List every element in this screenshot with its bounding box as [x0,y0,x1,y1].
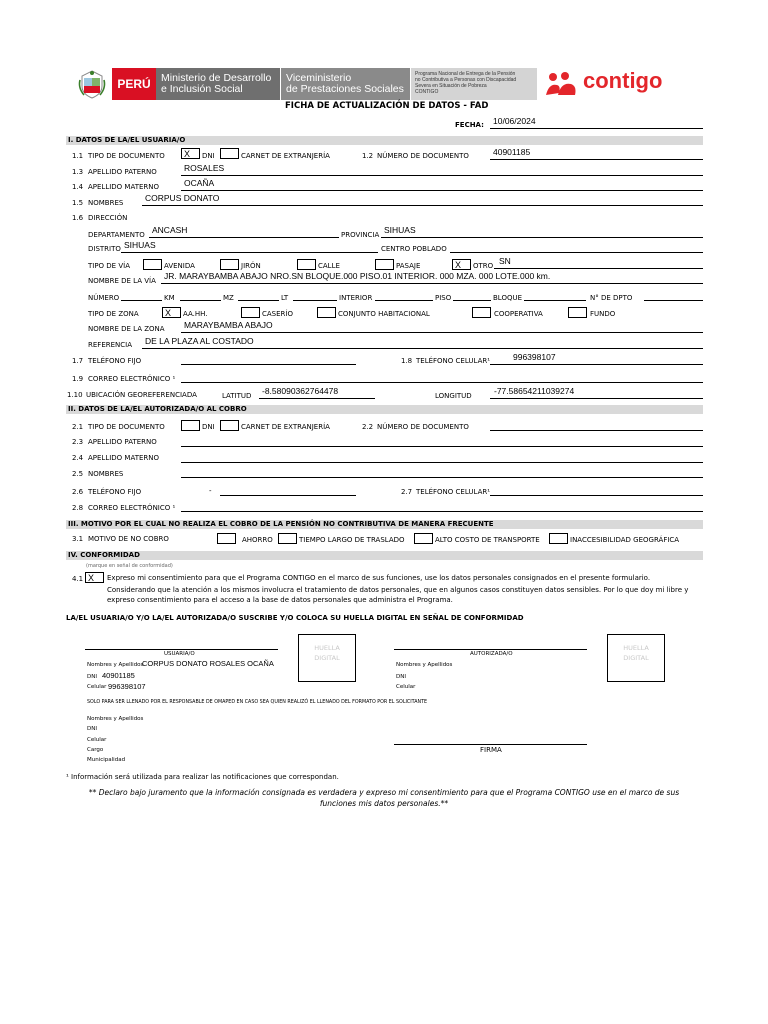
viceministry-block [281,68,410,100]
s1-jiron-checkbox[interactable] [220,259,239,270]
omaped-note: SOLO PARA SER LLENADO POR EL RESPONSABLE DE OMAPED EN CASO SEA QUIEN REALIZÓ EL LLENADO DEL FORMATO POR EL SOLICITANTE [87,700,428,705]
s1-direccion-num: 1.6 [72,214,84,222]
s2-dni-checkbox[interactable] [181,420,200,431]
s2-tel-cel-label: TELÉFONO CELULAR¹ [416,488,491,496]
s1-correo-line [181,382,703,383]
s3-inacc-label: INACCESIBILIDAD GEOGRÁFICA [570,536,680,544]
s2-tipo-doc-num: 2.1 [72,423,84,431]
s1-direccion-label: DIRECCIÓN [88,214,128,222]
peru-logo-block: PERÚ [112,68,156,100]
s1-dpto-line [644,300,703,301]
declaration-line-2: funciones mis datos personales.** [319,799,449,808]
s1-num-doc-value[interactable]: 40901185 [493,147,531,157]
footnote: ¹ Información será utilizada para realizar las notificaciones que correspondan. [66,773,339,781]
s1-cooperativa-checkbox[interactable] [472,307,491,318]
program-line-3: Severa en Situación de Pobreza [415,83,487,89]
s1-km-label: KM [164,294,175,302]
autorizada-label: AUTORIZADA/O [470,651,513,657]
s1-tipo-doc-label: TIPO DE DOCUMENTO [88,152,165,160]
s1-referencia-label: REFERENCIA [88,341,132,349]
usuaria-huella-line-2: DIGITAL [314,654,340,662]
s2-tel-fijo-num: 2.6 [72,488,84,496]
s1-referencia-line [142,348,703,349]
s1-ap-mat-line [181,190,703,191]
autorizada-huella-line-1: HUELLA [623,644,649,652]
s1-tel-fijo-label: TELÉFONO FIJO [88,357,142,365]
s1-dni-checkbox[interactable]: X [181,148,200,159]
s1-referencia-value[interactable]: DE LA PLAZA AL COSTADO [145,336,254,346]
s1-jiron-label: JIRÓN [241,262,261,270]
s1-nombre-via-line [161,283,703,284]
s1-piso-label: PISO [435,294,452,302]
s1-mz-label: MZ [223,294,234,302]
s1-ce-label: CARNET DE EXTRANJERÍA [241,152,330,160]
s1-nombres-line [142,205,703,206]
s2-tel-cel-line [490,495,703,496]
s2-ap-mat-line [181,462,703,463]
s3-motivo-num: 3.1 [72,535,84,543]
s1-num-doc-line [490,159,703,160]
s1-tel-cel-line [490,364,703,365]
omaped-nombres-label: Nombres y Apellidos [87,716,144,722]
s2-ap-pat-line [181,446,703,447]
s1-nombres-value[interactable]: CORPUS DONATO [145,193,220,203]
s2-ce-label: CARNET DE EXTRANJERÍA [241,423,330,431]
s2-num-doc-label: NÚMERO DE DOCUMENTO [377,423,469,431]
s2-num-doc-num: 2.2 [362,423,374,431]
omaped-municipalidad-label: Municipalidad [87,757,126,763]
peru-coat-of-arms-icon [76,68,108,100]
s3-costo-checkbox[interactable] [414,533,433,544]
s1-correo-label: CORREO ELECTRÓNICO ¹ [88,375,176,383]
s1-otro-line [494,268,703,269]
s1-provincia-value[interactable]: SIHUAS [384,225,416,235]
autorizada-signature-line [394,649,587,650]
s1-otro-value[interactable]: SN [499,256,511,266]
s1-nombre-zona-line [181,332,703,333]
s1-calle-label: CALLE [318,262,340,270]
s2-ce-checkbox[interactable] [220,420,239,431]
s1-tel-fijo-num: 1.7 [72,357,84,365]
s1-tel-cel-label: TELÉFONO CELULAR¹ [416,357,491,365]
declaration-line-1: ** Declaro bajo juramento que la información consignada es verdadera y expreso mi consentimiento para que el Programa CONTIGO use en el marco de sus [88,788,680,797]
s1-ubicacion-num: 1.10 [67,391,83,399]
s2-dni-label: DNI [202,423,215,431]
s1-departamento-label: DEPARTAMENTO [88,231,145,239]
s1-pasaje-checkbox[interactable] [375,259,394,270]
s1-ap-pat-label: APELLIDO PATERNO [88,168,157,176]
firma-heading: LA/EL USUARIA/O Y/O LA/EL AUTORIZADA/O SUSCRIBE Y/O COLOCA SU HUELLA DIGITAL EN SEÑAL DE CONFORMIDAD [66,614,524,622]
s2-tel-fijo-label: TELÉFONO FIJO [88,488,142,496]
viceministry-line-2: de Prestaciones Sociales [286,83,404,95]
s1-ap-pat-value[interactable]: ROSALES [184,163,225,173]
s2-correo-label: CORREO ELECTRÓNICO ¹ [88,504,176,512]
usuaria-celular-label: Celular [87,684,107,690]
s1-provincia-label: PROVINCIA [341,231,380,239]
autorizada-celular-label: Celular [396,684,416,690]
s1-fundo-checkbox[interactable] [568,307,587,318]
s1-lt-line [293,300,337,301]
s1-nombre-zona-label: NOMBRE DE LA ZONA [88,325,165,333]
s1-numero-label: NÚMERO [88,294,120,302]
s1-distrito-value[interactable]: SIHUAS [124,240,156,250]
s3-tiempo-checkbox[interactable] [278,533,297,544]
program-block [411,68,537,100]
autorizada-nombres-label: Nombres y Apellidos [396,662,453,668]
omaped-celular-label: Celular [87,737,107,743]
usuaria-celular-value[interactable]: 996398107 [108,682,146,691]
s1-mz-line [238,300,279,301]
firma-line [394,744,587,745]
usuaria-huella-line-1: HUELLA [314,644,340,652]
s1-tipo-via-label: TIPO DE VÍA [88,262,130,270]
s1-latitud-value[interactable]: -8.58090362764478 [262,386,339,396]
s1-longitud-line [490,398,703,399]
program-line-1: Programa Nacional de Entrega de la Pensión [415,71,516,77]
usuaria-dni-label: DNI [87,674,97,680]
section-2-header: II. DATOS DE LA/EL AUTORIZADA/O AL COBRO [66,405,703,414]
s2-tel-fijo-line [220,495,356,496]
autorizada-huella-box[interactable] [607,634,665,682]
s1-departamento-value[interactable]: ANCASH [152,225,188,235]
s1-lt-label: LT [281,294,289,302]
s2-ap-mat-num: 2.4 [72,454,84,462]
s4-consent-checkbox[interactable]: X [85,572,104,583]
ministry-line-1: Ministerio de Desarrollo [161,72,272,84]
form-title: FICHA DE ACTUALIZACIÓN DE DATOS - FAD [285,101,489,111]
ministry-block [156,68,280,100]
s1-aahh-checkbox[interactable]: X [162,307,181,318]
program-line-2: no Contributiva a Personas con Discapacidad [415,77,517,83]
s1-otro-checkbox[interactable]: X [452,259,471,270]
s2-nombres-label: NOMBRES [88,470,124,478]
autorizada-huella-line-2: DIGITAL [623,654,649,662]
s1-tel-cel-num: 1.8 [401,357,413,365]
s1-avenida-label: AVENIDA [164,262,195,270]
s1-fundo-label: FUNDO [590,310,616,318]
s1-conjunto-label: CONJUNTO HABITACIONAL [338,310,430,318]
s1-ap-pat-num: 1.3 [72,168,84,176]
s3-ahorro-label: AHORRO [242,536,273,544]
s2-ap-pat-label: APELLIDO PATERNO [88,438,157,446]
s1-nombres-num: 1.5 [72,199,84,207]
s2-correo-line [181,511,703,512]
program-line-4: CONTIGO [415,89,439,95]
s1-dni-label: DNI [202,152,215,160]
s1-num-doc-label: NÚMERO DE DOCUMENTO [377,152,469,160]
fecha-label: FECHA: [455,121,484,129]
s1-longitud-value[interactable]: -77.58654211039274 [494,386,575,396]
s2-nombres-line [181,477,703,478]
s3-tiempo-label: TIEMPO LARGO DE TRASLADO [299,536,405,544]
omaped-cargo-label: Cargo [87,747,104,753]
s2-ap-mat-label: APELLIDO MATERNO [88,454,160,462]
s1-distrito-label: DISTRITO [88,245,121,253]
s1-distrito-line [121,252,378,253]
omaped-dni-label: DNI [87,726,97,732]
s4-text-2: Considerando que la atención a los mismos involucra el tratamiento de datos personales, que en algunos casos constituyen datos sensibles. Por lo que doy mi libre y [107,586,689,594]
s4-hint: (marque en señal de conformidad) [86,563,173,569]
s1-ce-checkbox[interactable] [220,148,239,159]
s2-nombres-num: 2.5 [72,470,84,478]
fecha-line [490,128,703,129]
s1-aahh-label: AA.HH. [183,310,208,318]
s1-bloque-label: BLOQUE [493,294,523,302]
viceministry-line-1: Viceministerio [286,72,352,84]
s1-centro-poblado-label: CENTRO POBLADO [381,245,447,253]
s1-ap-mat-num: 1.4 [72,183,84,191]
s2-tel-cel-num: 2.7 [401,488,413,496]
usuaria-nombre-value[interactable]: CORPUS DONATO ROSALES OCAÑA [142,659,274,668]
s1-pasaje-label: PASAJE [396,262,421,270]
s1-otro-label: OTRO [473,262,494,270]
usuaria-dni-value[interactable]: 40901185 [102,671,135,680]
section-1-header: I. DATOS DE LA/EL USUARIA/O [66,136,703,145]
s1-tel-fijo-line [181,364,356,365]
contigo-wordmark: contigo [583,68,663,93]
s4-num: 4.1 [72,575,84,583]
s1-ubicacion-label: UBICACIÓN GEOREFERENCIADA [86,391,197,399]
s1-centro-poblado-line [450,252,703,253]
s1-provincia-line [381,237,703,238]
s2-tipo-doc-label: TIPO DE DOCUMENTO [88,423,165,431]
s1-numero-line [121,300,162,301]
s1-nombre-via-value[interactable]: JR. MARAYBAMBA ABAJO NRO.SN BLOQUE.000 PISO.01 INTERIOR. 000 MZA. 000 LOTE.000 km. [164,271,551,281]
s1-piso-line [453,300,491,301]
s1-caserio-checkbox[interactable] [241,307,260,318]
s2-correo-num: 2.8 [72,504,84,512]
s1-avenida-checkbox[interactable] [143,259,162,270]
usuaria-nombres-label: Nombres y Apellidos [87,662,144,668]
s4-text-1: Expreso mi consentimiento para que el Programa CONTIGO en el marco de sus funciones, use los datos personales consignados en el presente formulario. [107,574,651,582]
s2-ap-pat-num: 2.3 [72,438,84,446]
s1-bloque-line [524,300,586,301]
s3-costo-label: ALTO COSTO DE TRANSPORTE [435,536,540,544]
s1-longitud-label: LONGITUD [435,392,472,400]
s1-dpto-label: N° DE DPTO [590,294,633,302]
firma-label: FIRMA [480,746,502,754]
s3-motivo-label: MOTIVO DE NO COBRO [88,535,169,543]
s1-tipo-zona-label: TIPO DE ZONA [88,310,139,318]
usuaria-label: USUARIA/O [164,651,195,657]
s1-cooperativa-label: COOPERATIVA [494,310,543,318]
s1-latitud-label: LATITUD [222,392,252,400]
s1-caserio-label: CASERÍO [262,310,293,318]
s1-ap-mat-value[interactable]: OCAÑA [184,178,215,188]
s1-correo-num: 1.9 [72,375,84,383]
usuaria-signature-line [85,649,278,650]
s1-tipo-doc-num: 1.1 [72,152,84,160]
s1-km-line [180,300,221,301]
fecha-value[interactable]: 10/06/2024 [493,116,536,126]
s2-tel-fijo-dash: - [209,487,212,495]
s1-departamento-line [149,237,339,238]
s3-inacc-checkbox[interactable] [549,533,568,544]
s1-num-doc-num: 1.2 [362,152,374,160]
s1-conjunto-checkbox[interactable] [317,307,336,318]
s4-text-3: expreso consentimiento para el acceso a la base de datos personales que administra el Programa. [107,596,453,604]
section-4-header: IV. CONFORMIDAD [66,551,703,560]
ministry-line-2: e Inclusión Social [161,83,243,95]
s1-latitud-line [259,398,375,399]
contigo-people-icon [545,71,581,97]
s1-ap-mat-label: APELLIDO MATERNO [88,183,160,191]
s1-nombres-label: NOMBRES [88,199,124,207]
usuaria-huella-box[interactable] [298,634,356,682]
section-3-header: III. MOTIVO POR EL CUAL NO REALIZA EL COBRO DE LA PENSIÓN NO CONTRIBUTIVA DE MANERA FRECUENTE [66,520,703,529]
s1-interior-line [375,300,433,301]
s3-ahorro-checkbox[interactable] [217,533,236,544]
s1-nombre-via-label: NOMBRE DE LA VÍA [88,277,156,285]
s2-num-doc-line [490,430,703,431]
autorizada-dni-label: DNI [396,674,406,680]
s1-calle-checkbox[interactable] [297,259,316,270]
s1-ap-pat-line [181,175,703,176]
s1-interior-label: INTERIOR [339,294,373,302]
s1-nombre-zona-value[interactable]: MARAYBAMBA ABAJO [184,320,273,330]
s1-tel-cel-value[interactable]: 996398107 [513,352,556,362]
